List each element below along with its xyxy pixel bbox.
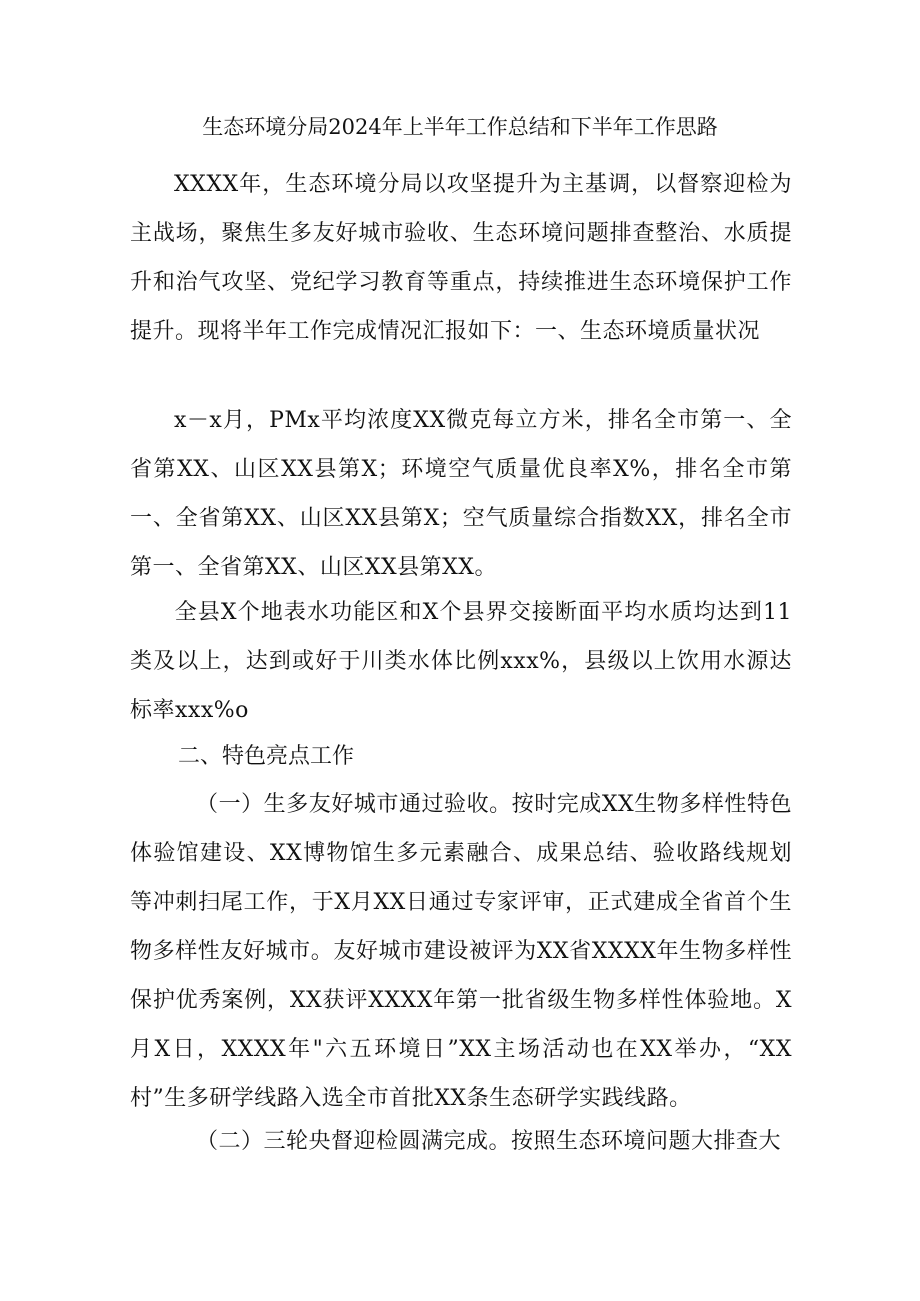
paragraph-biodiversity-city-text: （一）生多友好城市通过验收。按时完成XX生物多样性特色体验馆建设、XX博物馆生多元素融合、成果总结、验收路线规划等冲刺扫尾工作，于X月XX日通过专家评审，正式建成全省首个生物多样性友好城市。友好城市建设被评为XX省XXXX年生物多样性保护优秀案例，XX获评XXXX年第一批省级生物多样性体验地。X月X日，XXXX年"六五环境日”XX主场活动也在XX举办，“XX村”生多研学线路入选全市首批XX条生态研学实践线路。 bbox=[130, 792, 792, 1111]
paragraph-inspection bbox=[130, 1117, 792, 1166]
paragraph-water-quality-text: 全县X个地表水功能区和X个县界交接断面平均水质均达到11类及以上，达到或好于川类水体比例xxx%，县级以上饮用水源达标率xxx%o bbox=[130, 600, 792, 723]
paragraph-intro bbox=[130, 160, 792, 356]
section-heading: 二、特色亮点工作 bbox=[178, 744, 355, 769]
paragraph-water-quality bbox=[130, 588, 792, 735]
paragraph-air-quality bbox=[130, 396, 792, 592]
paragraph-air-quality-text: x－x月，PMx平均浓度XX微克每立方米，排名全市第一、全省第XX、山区XX县第X；环境空气质量优良率X%，排名全市第一、全省第XX、山区XX县第X；空气质量综合指数XX，排名全市第一、全省第XX、山区XX县第XX。 bbox=[130, 408, 792, 580]
paragraph-intro-text: XXXX年，生态环境分局以攻坚提升为主基调，以督察迎检为主战场，聚焦生多友好城市验收、生态环境问题排查整治、水质提升和治气攻坚、党纪学习教育等重点，持续推进生态环境保护工作提升。现将半年工作完成情况汇报如下：一、生态环境质量状况 bbox=[130, 172, 792, 344]
paragraph-biodiversity-city bbox=[130, 780, 792, 1123]
paragraph-inspection-text: （二）三轮央督迎检圆满完成。按照生态环境问题大排查大 bbox=[196, 1129, 782, 1154]
document-title: 生态环境分局2024年上半年工作总结和下半年工作思路 bbox=[202, 115, 718, 139]
